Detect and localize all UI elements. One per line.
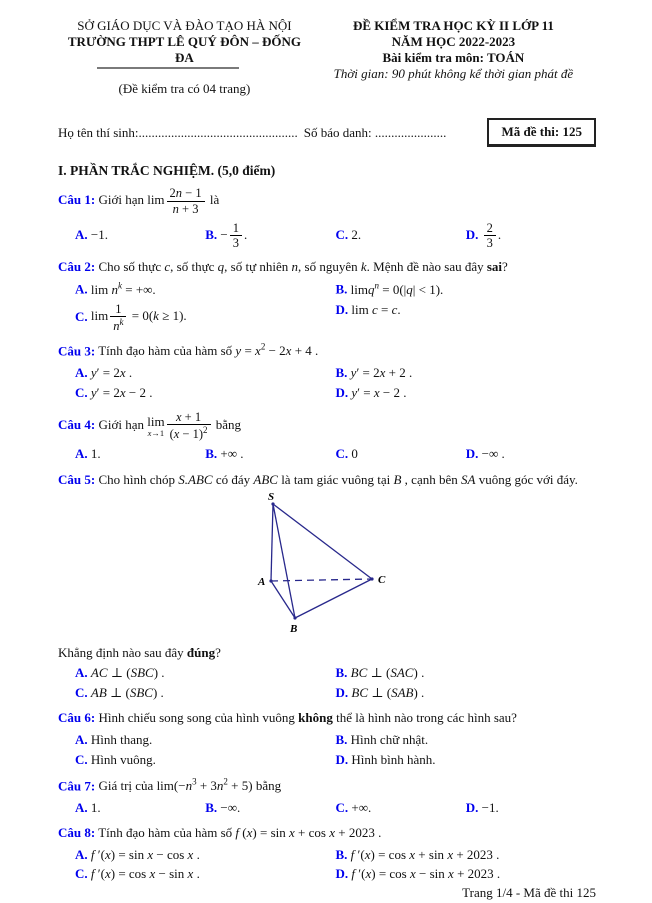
question-stem bbox=[58, 259, 596, 276]
option-D bbox=[336, 300, 597, 335]
option-group bbox=[58, 445, 596, 465]
option-letter: B. bbox=[205, 799, 218, 815]
question-text: Cho số thực c, số thực q, số tự nhiên n, số nguyên k. Mệnh đề nào sau đây sai? bbox=[98, 258, 508, 274]
option-text: y′ = x − 2 . bbox=[351, 384, 407, 400]
option-letter: D. bbox=[335, 384, 349, 400]
option-C bbox=[75, 300, 336, 335]
option-text: BC ⊥ (SAC) . bbox=[350, 665, 425, 681]
option-C bbox=[336, 226, 466, 246]
question-stem bbox=[58, 186, 596, 216]
option-A bbox=[75, 798, 205, 818]
option-letter: B. bbox=[205, 446, 218, 462]
option-text: AB ⊥ (SBC) . bbox=[90, 685, 164, 701]
option-C bbox=[75, 383, 336, 403]
question-text: Giới hạn lim x→1 $\frac{x + 1}{(x - 1)^2}$ bằng bbox=[98, 409, 242, 442]
option-text: lim $\frac{1}{n^k}$ = 0(k ≥ 1). bbox=[90, 301, 187, 334]
option-letter: A. bbox=[75, 281, 88, 297]
exam-title: ĐỀ KIỂM TRA HỌC KỲ II LỚP 11 bbox=[352, 18, 554, 33]
option-text: +∞. bbox=[351, 799, 372, 815]
vertex-label-C: C bbox=[378, 573, 386, 586]
option-B bbox=[336, 845, 597, 865]
option-group bbox=[58, 279, 596, 335]
question-note: Khẳng định nào sau đây đúng? bbox=[58, 644, 221, 660]
question-6 bbox=[58, 710, 596, 770]
option-letter: C. bbox=[75, 384, 88, 400]
option-text: +∞ . bbox=[220, 446, 244, 462]
option-letter: D. bbox=[465, 799, 479, 815]
option-text: f ′(x) = cos x + sin x + 2023 . bbox=[350, 846, 500, 862]
option-A bbox=[75, 363, 336, 383]
option-letter: D. bbox=[465, 446, 479, 462]
option-D bbox=[336, 684, 597, 704]
option-C bbox=[336, 798, 466, 818]
page-footer: Trang 1/4 - Mã đề thi 125 bbox=[462, 884, 596, 900]
option-letter: A. bbox=[75, 846, 88, 862]
question-1 bbox=[58, 186, 596, 252]
option-letter: A. bbox=[75, 446, 88, 462]
question-8 bbox=[58, 825, 596, 885]
option-D bbox=[466, 445, 596, 465]
question-text: Cho hình chóp S.ABC có đáy ABC là tam giác vuông tại B , cạnh bên SA vuông góc với đáy. bbox=[98, 471, 578, 487]
option-letter: A. bbox=[75, 364, 88, 380]
option-letter: B. bbox=[335, 846, 348, 862]
option-text: limq$^n$ = 0(|q| < 1). bbox=[350, 280, 444, 297]
option-letter: B. bbox=[335, 665, 348, 681]
option-letter: A. bbox=[75, 227, 88, 243]
question-5 bbox=[58, 472, 596, 704]
question-text: Tính đạo hàm của hàm số f (x) = sin x + cos x + 2023 . bbox=[98, 825, 382, 841]
question-number: Câu 5: bbox=[58, 471, 96, 487]
option-text: 1. bbox=[90, 446, 101, 462]
option-text: − $\frac{1}{3}$ . bbox=[220, 220, 248, 251]
option-text: −∞. bbox=[220, 799, 241, 815]
option-D bbox=[336, 865, 597, 885]
option-group bbox=[58, 363, 596, 403]
option-A bbox=[75, 279, 336, 300]
pyramid-figure bbox=[46, 491, 584, 643]
option-B bbox=[336, 363, 597, 383]
option-group bbox=[58, 845, 596, 885]
school-name: TRƯỜNG THPT LÊ QUÝ ĐÔN – ĐỐNG ĐA bbox=[67, 33, 301, 65]
option-letter: A. bbox=[75, 799, 88, 815]
option-group bbox=[58, 798, 596, 818]
option-letter: C. bbox=[75, 685, 88, 701]
option-text: Hình vuông. bbox=[90, 751, 156, 767]
option-B bbox=[205, 219, 335, 252]
option-text: lim c = c. bbox=[351, 301, 401, 317]
option-A bbox=[75, 730, 336, 750]
option-letter: D. bbox=[335, 685, 349, 701]
option-B bbox=[336, 730, 597, 750]
vertex-label-S: S bbox=[268, 490, 275, 503]
option-C bbox=[75, 684, 336, 704]
option-D bbox=[336, 383, 597, 403]
option-text: y′ = 2x + 2 . bbox=[350, 364, 413, 380]
time-limit: Thời gian: 90 phút không kể thời gian phát đề bbox=[333, 65, 574, 81]
option-letter: C. bbox=[75, 308, 88, 324]
option-A bbox=[75, 845, 336, 865]
option-text: BC ⊥ (SAB) . bbox=[351, 685, 425, 701]
option-text: 1. bbox=[90, 799, 101, 815]
question-list bbox=[58, 179, 596, 884]
option-text: Hình chữ nhật. bbox=[350, 731, 429, 747]
option-letter: D. bbox=[465, 226, 479, 242]
question-stem bbox=[58, 710, 596, 727]
option-text: f ′(x) = cos x − sin x . bbox=[90, 866, 200, 882]
school-year: NĂM HỌC 2022-2023 bbox=[391, 33, 516, 49]
option-letter: D. bbox=[335, 751, 349, 767]
question-7 bbox=[58, 777, 596, 818]
header-left bbox=[58, 18, 311, 96]
department-name: SỞ GIÁO DỤC VÀ ĐÀO TẠO HÀ NỘI bbox=[77, 18, 292, 33]
question-stem bbox=[58, 342, 596, 360]
question-number: Câu 6: bbox=[58, 710, 96, 726]
header-underline bbox=[97, 67, 239, 69]
option-A bbox=[75, 664, 336, 684]
question-3 bbox=[58, 342, 596, 403]
option-text: −1. bbox=[90, 227, 108, 243]
vertex-label-B: B bbox=[290, 622, 298, 635]
option-group bbox=[58, 219, 596, 252]
option-text: y′ = 2x − 2 . bbox=[90, 384, 153, 400]
section-title: I. PHẦN TRẮC NGHIỆM. (5,0 điểm) bbox=[58, 163, 276, 179]
option-B bbox=[336, 279, 597, 300]
option-A bbox=[75, 226, 205, 246]
option-text: 0 bbox=[351, 446, 358, 462]
question-number: Câu 8: bbox=[58, 825, 96, 841]
option-letter: C. bbox=[75, 866, 88, 882]
question-number: Câu 4: bbox=[58, 416, 96, 432]
option-text: −∞ . bbox=[481, 446, 505, 462]
question-2 bbox=[58, 259, 596, 335]
option-letter: B. bbox=[335, 731, 348, 747]
vertex-label-A: A bbox=[258, 575, 266, 588]
candidate-row bbox=[58, 118, 596, 147]
option-D bbox=[466, 798, 596, 818]
option-group bbox=[58, 730, 596, 770]
subject-line: Bài kiểm tra môn: TOÁN bbox=[382, 49, 525, 65]
question-stem bbox=[58, 777, 596, 795]
exam-header bbox=[58, 18, 596, 96]
option-letter: C. bbox=[335, 227, 349, 243]
option-C bbox=[75, 865, 336, 885]
option-text: 2. bbox=[351, 227, 362, 243]
question-stem bbox=[58, 825, 596, 842]
vertex-dot-C bbox=[370, 577, 373, 580]
option-text: Hình bình hành. bbox=[351, 751, 436, 767]
option-B bbox=[205, 798, 335, 818]
option-text: f ′(x) = sin x − cos x . bbox=[90, 846, 200, 862]
option-text: AC ⊥ (SBC) . bbox=[90, 665, 165, 681]
question-number: Câu 3: bbox=[58, 343, 96, 359]
exam-code-box: Mã đề thi: 125 bbox=[487, 118, 596, 147]
candidate-id-label: Số báo danh: ...................... bbox=[303, 124, 447, 140]
option-letter: C. bbox=[335, 799, 349, 815]
option-D bbox=[466, 219, 596, 252]
option-text: $\lim n^k$ = +∞. bbox=[90, 280, 156, 297]
option-B bbox=[336, 664, 597, 684]
vertex-dot-B bbox=[293, 616, 296, 619]
option-letter: B. bbox=[335, 364, 348, 380]
option-letter: C. bbox=[75, 751, 88, 767]
option-letter: D. bbox=[335, 866, 349, 882]
option-letter: A. bbox=[75, 665, 88, 681]
question-number: Câu 7: bbox=[58, 778, 96, 794]
option-letter: C. bbox=[335, 446, 349, 462]
option-text: f ′(x) = cos x − sin x + 2023 . bbox=[351, 866, 501, 882]
vertex-dot-A bbox=[269, 579, 272, 582]
question-number: Câu 2: bbox=[58, 258, 96, 274]
option-A bbox=[75, 445, 205, 465]
question-stem bbox=[58, 410, 596, 442]
option-letter: A. bbox=[75, 731, 88, 747]
question-stem bbox=[58, 472, 596, 489]
question-text: Giá trị của $\lim(-n^3 + 3n^2 + 5)$ bằng bbox=[98, 777, 282, 794]
option-text: Hình thang. bbox=[90, 731, 153, 747]
option-C bbox=[75, 750, 336, 770]
option-B bbox=[205, 445, 335, 465]
question-number: Câu 1: bbox=[58, 192, 96, 208]
question-text: Hình chiếu song song của hình vuông không thể là hình nào trong các hình sau? bbox=[98, 710, 517, 726]
option-letter: B. bbox=[335, 281, 348, 297]
option-text: −1. bbox=[481, 799, 499, 815]
question-4 bbox=[58, 410, 596, 465]
option-letter: D. bbox=[335, 301, 349, 317]
option-text: $\frac{2}{3}$ . bbox=[482, 227, 502, 242]
option-letter: B. bbox=[205, 226, 218, 242]
pyramid-svg bbox=[226, 491, 404, 639]
candidate-name-label: Họ tên thí sinh:................................................. bbox=[58, 124, 298, 140]
option-text: y′ = 2x . bbox=[90, 364, 133, 380]
option-D bbox=[336, 750, 597, 770]
option-group bbox=[58, 664, 596, 704]
header-right bbox=[311, 18, 596, 96]
page-count-note: (Đề kiểm tra có 04 trang) bbox=[118, 80, 251, 96]
question-text: Giới hạn lim $\frac{2n - 1}{n + 3}$ là bbox=[98, 186, 220, 216]
question-text: Tính đạo hàm của hàm số $y = x^2 - 2x + 4$ . bbox=[98, 341, 319, 359]
option-C bbox=[336, 445, 466, 465]
